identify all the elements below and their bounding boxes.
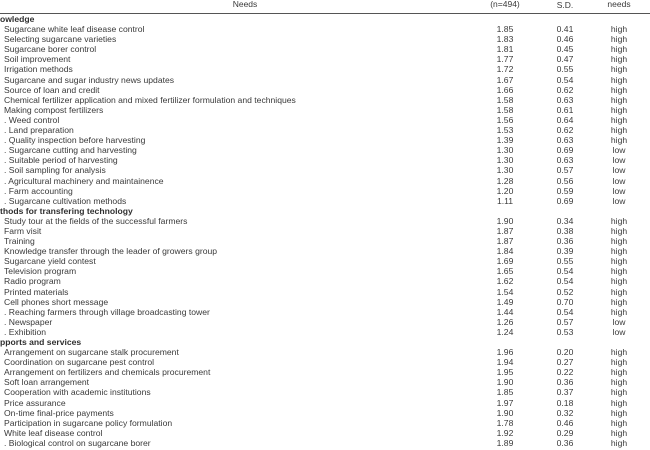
- sd-value: 0.18: [556, 397, 574, 408]
- mean-value: 1.56: [496, 114, 514, 125]
- mean-value: 1.90: [496, 377, 514, 388]
- sd-value: 0.54: [556, 306, 574, 317]
- sd-value: 0.62: [556, 125, 574, 136]
- need-label: Participation in sugarcane policy formulation: [4, 417, 173, 428]
- sd-value: 0.57: [556, 165, 574, 176]
- need-label: Arrangement on fertilizers and chemicals procurement: [4, 367, 211, 378]
- sd-value: 0.22: [556, 367, 574, 378]
- need-label: Cell phones short message: [4, 296, 109, 307]
- header-level-bottom: needs: [607, 0, 631, 9]
- header-mean: [470, 0, 540, 9]
- sd-value: 0.39: [556, 246, 574, 257]
- section-header: [0, 14, 650, 24]
- need-label: . Newspaper: [4, 316, 53, 327]
- need-label: . Biological control on sugarcane borer: [4, 437, 151, 448]
- sd-value: 0.69: [556, 195, 574, 206]
- section-title: owledge: [0, 14, 35, 24]
- level-value: high: [610, 64, 628, 75]
- need-label: Chemical fertilizer application and mixed fertilizer formulation and techniques: [4, 94, 296, 105]
- need-label: . Exhibition: [4, 326, 47, 337]
- mean-value: 1.72: [496, 64, 514, 75]
- mean-value: 1.90: [496, 215, 514, 226]
- table-row: [0, 196, 650, 206]
- sd-value: 0.36: [556, 437, 574, 448]
- sd-value: 0.41: [556, 24, 574, 35]
- sd-value: 0.56: [556, 175, 574, 186]
- level-value: high: [610, 236, 628, 247]
- need-label: Price assurance: [4, 397, 66, 408]
- need-label: Arrangement on sugarcane stalk procurement: [4, 347, 179, 358]
- table-row: [0, 317, 650, 327]
- sd-value: 0.53: [556, 326, 574, 337]
- table-row: [0, 246, 650, 256]
- level-value: high: [610, 215, 628, 226]
- level-value: high: [610, 357, 628, 368]
- need-label: Knowledge transfer through the leader of growers group: [4, 246, 218, 257]
- need-label: . Reaching farmers through village broadcasting tower: [4, 306, 210, 317]
- need-label: . Sugarcane cutting and harvesting: [4, 145, 137, 156]
- need-label: Selecting sugarcane varieties: [4, 34, 117, 45]
- table-row: [0, 85, 650, 95]
- level-value: high: [610, 74, 628, 85]
- level-value: high: [610, 34, 628, 45]
- level-value: high: [610, 104, 628, 115]
- sd-value: 0.46: [556, 417, 574, 428]
- table-row: [0, 24, 650, 34]
- mean-value: 1.84: [496, 246, 514, 257]
- level-value: high: [610, 94, 628, 105]
- mean-value: 1.89: [496, 437, 514, 448]
- table-row: [0, 418, 650, 428]
- sd-value: 0.62: [556, 84, 574, 95]
- level-value: high: [610, 266, 628, 277]
- need-label: . Soil sampling for analysis: [4, 165, 106, 176]
- level-value: high: [610, 24, 628, 35]
- mean-value: 1.54: [496, 286, 514, 297]
- table-row: [0, 105, 650, 115]
- sd-value: 0.55: [556, 64, 574, 75]
- table-row: [0, 347, 650, 357]
- table-row: [0, 75, 650, 85]
- need-label: Sugarcane yield contest: [4, 256, 96, 267]
- level-value: high: [610, 276, 628, 287]
- table-row: [0, 266, 650, 276]
- header-sd: S.D.: [556, 0, 574, 10]
- need-label: Sugarcane white leaf disease control: [4, 24, 145, 35]
- sd-value: 0.61: [556, 104, 574, 115]
- mean-value: 1.65: [496, 266, 514, 277]
- mean-value: 1.30: [496, 165, 514, 176]
- need-label: . Agricultural machinery and maintainence: [4, 175, 164, 186]
- table-row: [0, 398, 650, 408]
- level-value: low: [612, 326, 626, 337]
- need-label: Television program: [4, 266, 77, 277]
- need-label: Farm visit: [4, 225, 42, 236]
- mean-value: 1.87: [496, 236, 514, 247]
- mean-value: 1.11: [496, 195, 514, 206]
- mean-value: 1.53: [496, 125, 514, 136]
- sd-value: 0.63: [556, 135, 574, 146]
- mean-value: 1.67: [496, 74, 514, 85]
- level-value: high: [610, 377, 628, 388]
- need-label: . Land preparation: [4, 125, 74, 136]
- mean-value: 1.69: [496, 256, 514, 267]
- level-value: high: [610, 306, 628, 317]
- mean-value: 1.44: [496, 306, 514, 317]
- sd-value: 0.36: [556, 236, 574, 247]
- table-row: [0, 135, 650, 145]
- need-label: . Suitable period of harvesting: [4, 155, 118, 166]
- need-label: Printed materials: [4, 286, 69, 297]
- mean-value: 1.96: [496, 347, 514, 358]
- table-row: [0, 367, 650, 377]
- mean-value: 1.28: [496, 175, 514, 186]
- mean-value: 1.78: [496, 417, 514, 428]
- sd-value: 0.54: [556, 74, 574, 85]
- sd-value: 0.54: [556, 266, 574, 277]
- level-value: high: [610, 246, 628, 257]
- mean-value: 1.30: [496, 145, 514, 156]
- need-label: Sugarcane and sugar industry news updates: [4, 74, 175, 85]
- need-label: Irrigation methods: [4, 64, 73, 75]
- mean-value: 1.77: [496, 54, 514, 65]
- mean-value: 1.39: [496, 135, 514, 146]
- table-row: [0, 115, 650, 125]
- need-label: Coordination on sugarcane pest control: [4, 357, 155, 368]
- sd-value: 0.37: [556, 387, 574, 398]
- mean-value: 1.97: [496, 397, 514, 408]
- level-value: high: [610, 225, 628, 236]
- table-row: [0, 145, 650, 155]
- need-label: Cooperation with academic institutions: [4, 387, 151, 398]
- sd-value: 0.59: [556, 185, 574, 196]
- header-needs: Needs: [232, 0, 258, 9]
- table-row: [0, 186, 650, 196]
- level-value: high: [610, 54, 628, 65]
- mean-value: 1.81: [496, 44, 514, 55]
- level-value: low: [612, 165, 626, 176]
- mean-value: 1.58: [496, 104, 514, 115]
- table-row: [0, 357, 650, 367]
- level-value: high: [610, 397, 628, 408]
- table-row: [0, 95, 650, 105]
- mean-value: 1.49: [496, 296, 514, 307]
- table-row: [0, 276, 650, 286]
- table-row: [0, 387, 650, 397]
- level-value: high: [610, 407, 628, 418]
- level-value: high: [610, 427, 628, 438]
- mean-value: 1.30: [496, 155, 514, 166]
- need-label: Making compost fertilizers: [4, 104, 104, 115]
- section-header: [0, 337, 650, 347]
- table-row: [0, 438, 650, 448]
- table-row: [0, 165, 650, 175]
- table-row: [0, 428, 650, 438]
- level-value: low: [612, 195, 626, 206]
- table-row: [0, 256, 650, 266]
- table-row: [0, 54, 650, 64]
- table-row: [0, 226, 650, 236]
- sd-value: 0.64: [556, 114, 574, 125]
- sd-value: 0.29: [556, 427, 574, 438]
- sd-value: 0.20: [556, 347, 574, 358]
- mean-value: 1.95: [496, 367, 514, 378]
- mean-value: 1.87: [496, 225, 514, 236]
- need-label: Sugarcane borer control: [4, 44, 97, 55]
- level-value: high: [610, 125, 628, 136]
- mean-value: 1.66: [496, 84, 514, 95]
- level-value: low: [612, 185, 626, 196]
- table-row: [0, 216, 650, 226]
- level-value: high: [610, 417, 628, 428]
- mean-value: 1.94: [496, 357, 514, 368]
- sd-value: 0.63: [556, 155, 574, 166]
- section-title: pports and services: [0, 337, 82, 347]
- sd-value: 0.27: [556, 357, 574, 368]
- mean-value: 1.85: [496, 24, 514, 35]
- mean-value: 1.24: [496, 326, 514, 337]
- sd-value: 0.63: [556, 94, 574, 105]
- section-title: thods for transfering technology: [0, 205, 133, 216]
- sd-value: 0.54: [556, 276, 574, 287]
- mean-value: 1.58: [496, 94, 514, 105]
- level-value: low: [612, 145, 626, 156]
- level-value: high: [610, 84, 628, 95]
- level-value: high: [610, 135, 628, 146]
- level-value: high: [610, 387, 628, 398]
- table-row: [0, 327, 650, 337]
- table-row: [0, 176, 650, 186]
- sd-value: 0.69: [556, 145, 574, 156]
- need-label: . Sugarcane cultivation methods: [4, 195, 127, 206]
- level-value: low: [612, 175, 626, 186]
- table-row: [0, 64, 650, 74]
- sd-value: 0.38: [556, 225, 574, 236]
- table-row: [0, 287, 650, 297]
- need-label: Soft loan arrangement: [4, 377, 90, 388]
- level-value: high: [610, 286, 628, 297]
- level-value: high: [610, 437, 628, 448]
- sd-value: 0.46: [556, 34, 574, 45]
- sd-value: 0.34: [556, 215, 574, 226]
- need-label: . Weed control: [4, 114, 60, 125]
- level-value: high: [610, 367, 628, 378]
- need-label: Soil improvement: [4, 54, 71, 65]
- need-label: White leaf disease control: [4, 427, 103, 438]
- level-value: high: [610, 114, 628, 125]
- mean-value: 1.83: [496, 34, 514, 45]
- sd-value: 0.36: [556, 377, 574, 388]
- table-row: [0, 34, 650, 44]
- level-value: high: [610, 347, 628, 358]
- mean-value: 1.62: [496, 276, 514, 287]
- table-row: [0, 408, 650, 418]
- table-row: [0, 44, 650, 54]
- need-label: On-time final-price payments: [4, 407, 114, 418]
- section-header: [0, 206, 650, 216]
- level-value: low: [612, 316, 626, 327]
- sd-value: 0.47: [556, 54, 574, 65]
- mean-value: 1.92: [496, 427, 514, 438]
- header-level: [590, 0, 648, 9]
- sd-value: 0.57: [556, 316, 574, 327]
- table-row: [0, 377, 650, 387]
- need-label: Study tour at the fields of the successful farmers: [4, 215, 188, 226]
- sd-value: 0.55: [556, 256, 574, 267]
- need-label: Radio program: [4, 276, 61, 287]
- need-label: Training: [4, 236, 35, 247]
- level-value: high: [610, 256, 628, 267]
- table-row: [0, 297, 650, 307]
- mean-value: 1.26: [496, 316, 514, 327]
- need-label: . Farm accounting: [4, 185, 73, 196]
- mean-value: 1.85: [496, 387, 514, 398]
- table-body: [0, 14, 650, 448]
- sd-value: 0.52: [556, 286, 574, 297]
- sd-value: 0.70: [556, 296, 574, 307]
- need-label: Source of loan and credit: [4, 84, 100, 95]
- mean-value: 1.20: [496, 185, 514, 196]
- table-row: [0, 236, 650, 246]
- header-mean-bottom: (n=494): [490, 0, 520, 9]
- mean-value: 1.90: [496, 407, 514, 418]
- table-row: [0, 307, 650, 317]
- sd-value: 0.32: [556, 407, 574, 418]
- table-row: [0, 125, 650, 135]
- sd-value: 0.45: [556, 44, 574, 55]
- level-value: high: [610, 44, 628, 55]
- table-row: [0, 155, 650, 165]
- level-value: low: [612, 155, 626, 166]
- level-value: high: [610, 296, 628, 307]
- need-label: . Quality inspection before harvesting: [4, 135, 146, 146]
